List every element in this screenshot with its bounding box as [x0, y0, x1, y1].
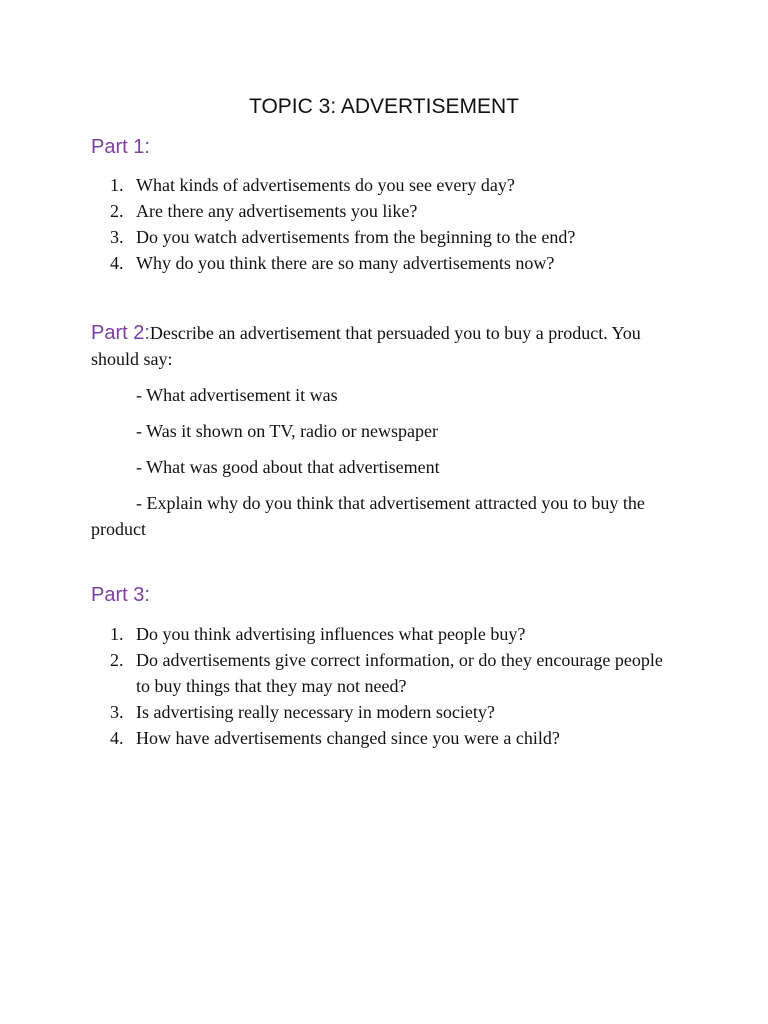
part1-question — [0, 224, 676, 250]
part2-prompt-paragraph — [91, 320, 681, 372]
question-number: 3. — [110, 227, 124, 247]
part1-question — [0, 250, 676, 276]
part3-question — [0, 621, 676, 647]
question-number: 4. — [110, 728, 124, 748]
part1-question — [0, 172, 676, 198]
part1-question — [0, 198, 676, 224]
part2-prompt: Describe an advertisement that persuaded you to buy a product. You should say: — [91, 323, 641, 369]
question-text: Is advertising really necessary in modern society? — [136, 702, 495, 722]
question-text: Do you watch advertisements from the beginning to the end? — [136, 227, 576, 247]
question-number: 3. — [110, 702, 124, 722]
question-text: Do you think advertising influences what people buy? — [136, 624, 526, 644]
question-text: How have advertisements changed since you were a child? — [136, 728, 560, 748]
question-text: Are there any advertisements you like? — [136, 201, 418, 221]
part2-heading: Part 2: — [91, 322, 150, 344]
question-number: 2. — [110, 201, 124, 221]
question-number: 4. — [110, 253, 124, 273]
part2-point: - Explain why do you think that advertisement attracted you to buy the product — [91, 493, 645, 539]
part3-heading: Part 3: — [91, 584, 150, 606]
page-title: TOPIC 3: ADVERTISEMENT — [249, 95, 519, 118]
part3-question — [0, 699, 676, 725]
question-number: 2. — [110, 650, 124, 670]
question-text: Do advertisements give correct information, or do they encourage people to buy things that they may not need? — [136, 650, 663, 696]
question-number: 1. — [110, 175, 124, 195]
part1-heading: Part 1: — [91, 136, 150, 158]
question-number: 1. — [110, 624, 124, 644]
part2-point: - Was it shown on TV, radio or newspaper — [136, 421, 439, 441]
part1-question-list — [0, 172, 676, 276]
part3-question — [0, 725, 676, 751]
question-text: What kinds of advertisements do you see every day? — [136, 175, 515, 195]
part3-question-list — [0, 621, 676, 751]
question-text: Why do you think there are so many advertisements now? — [136, 253, 555, 273]
part2-point: - What advertisement it was — [136, 385, 338, 405]
part2-point: - What was good about that advertisement — [136, 457, 440, 477]
part3-question — [0, 647, 676, 699]
